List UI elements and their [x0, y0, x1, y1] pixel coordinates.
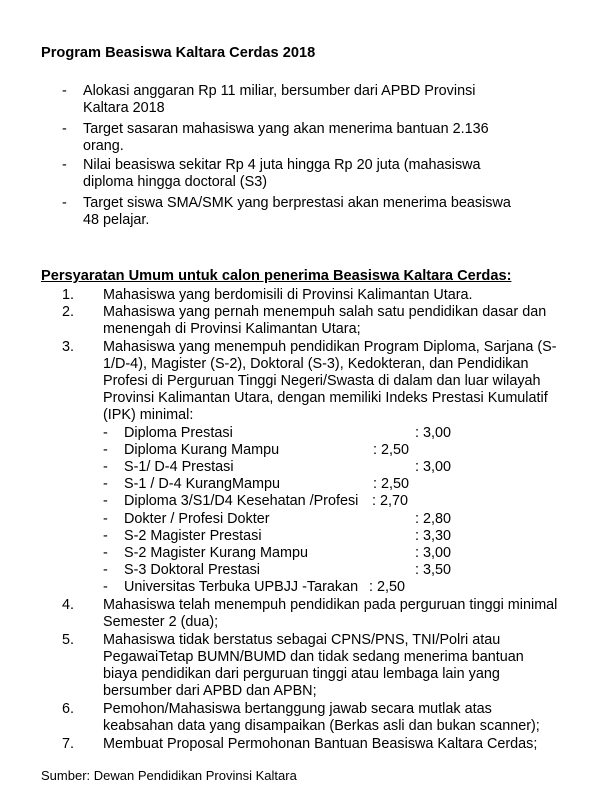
requirements-title: Persyaratan Umum untuk calon penerima Beasiswa Kaltara Cerdas:: [41, 268, 512, 284]
ipk-label: S-1 / D-4 KurangMampu: [124, 476, 280, 492]
program-bullet-line: Alokasi anggaran Rp 11 miliar, bersumber dari APBD Provinsi: [83, 83, 476, 99]
requirement-line: Membuat Proposal Permohonan Bantuan Beasiswa Kaltara Cerdas;: [103, 736, 538, 752]
program-bullet-line: Nilai beasiswa sekitar Rp 4 juta hingga Rp 20 juta (mahasiswa: [83, 157, 481, 173]
ipk-value: : 2,50: [373, 442, 410, 458]
ipk-label: S-1/ D-4 Prestasi: [124, 459, 234, 475]
ipk-dash: -: [103, 511, 108, 527]
program-bullet-line: orang.: [83, 138, 124, 154]
list-number: 6.: [62, 701, 75, 717]
list-number: 5.: [62, 632, 75, 648]
requirement-line: Provinsi Kalimantan Utara, dengan memiliki Indeks Prestasi Kumulatif: [103, 390, 548, 406]
requirement-line: Mahasiswa yang berdomisili di Provinsi Kalimantan Utara.: [103, 287, 473, 303]
ipk-value: : 3,30: [415, 528, 452, 544]
program-bullet-line: Kaltara 2018: [83, 100, 165, 116]
ipk-value: : 3,00: [415, 545, 452, 561]
requirement-line: menengah di Provinsi Kalimantan Utara;: [103, 321, 361, 337]
list-number: 1.: [62, 287, 75, 303]
ipk-dash: -: [103, 442, 108, 458]
ipk-value: : 2,50: [373, 476, 410, 492]
requirement-line: Semester 2 (dua);: [103, 614, 219, 630]
ipk-dash: -: [103, 562, 108, 578]
requirement-line: bersumber dari APBD dan APBN;: [103, 683, 317, 699]
ipk-dash: -: [103, 425, 108, 441]
ipk-label: Dokter / Profesi Dokter: [124, 511, 270, 527]
requirement-line: Profesi di Perguruan Tinggi Negeri/Swasta di dalam dan luar wilayah: [103, 373, 541, 389]
ipk-value: : 2,70: [372, 493, 409, 509]
program-bullet-line: Target siswa SMA/SMK yang berprestasi akan menerima beasiswa: [83, 195, 511, 211]
requirement-line: Mahasiswa yang pernah menempuh salah satu pendidikan dasar dan: [103, 304, 547, 320]
ipk-dash: -: [103, 545, 108, 561]
list-number: 3.: [62, 339, 75, 355]
bullet-dash: -: [62, 83, 67, 99]
program-bullet-line: Target sasaran mahasiswa yang akan menerima bantuan 2.136: [83, 121, 489, 137]
ipk-dash: -: [103, 528, 108, 544]
ipk-dash: -: [103, 459, 108, 475]
ipk-label: Diploma Prestasi: [124, 425, 233, 441]
ipk-dash: -: [103, 476, 108, 492]
ipk-value: : 2,80: [415, 511, 452, 527]
program-title: Program Beasiswa Kaltara Cerdas 2018: [41, 45, 316, 61]
ipk-label: S-2 Magister Prestasi: [124, 528, 262, 544]
requirement-line: keabsahan data yang disampaikan (Berkas asli dan bukan scanner);: [103, 718, 540, 734]
list-number: 7.: [62, 736, 75, 752]
requirement-line: Mahasiswa telah menempuh pendidikan pada perguruan tinggi minimal: [103, 597, 558, 613]
program-bullet-line: 48 pelajar.: [83, 212, 150, 228]
ipk-label: Diploma Kurang Mampu: [124, 442, 280, 458]
bullet-dash: -: [62, 121, 67, 137]
requirement-line: (IPK) minimal:: [103, 407, 194, 423]
ipk-value: : 3,00: [415, 459, 452, 475]
ipk-label: S-3 Doktoral Prestasi: [124, 562, 260, 578]
list-number: 4.: [62, 597, 75, 613]
ipk-label: Universitas Terbuka UPBJJ -Tarakan: [124, 579, 359, 595]
ipk-label: Diploma 3/S1/D4 Kesehatan /Profesi: [124, 493, 359, 509]
requirement-line: Pemohon/Mahasiswa bertanggung jawab secara mutlak atas: [103, 701, 492, 717]
requirement-line: biaya pendidikan dari perguruan tinggi atau lembaga lain yang: [103, 666, 500, 682]
ipk-dash: -: [103, 579, 108, 595]
program-bullet-line: diploma hingga doctoral (S3): [83, 174, 267, 190]
ipk-value: : 2,50: [369, 579, 406, 595]
bullet-dash: -: [62, 195, 67, 211]
requirement-line: 1/D-4), Magister (S-2), Doktoral (S-3), Kedokteran, dan Pendidikan: [103, 356, 529, 372]
ipk-dash: -: [103, 493, 108, 509]
requirement-line: Mahasiswa tidak berstatus sebagai CPNS/PNS, TNI/Polri atau: [103, 632, 501, 648]
ipk-value: : 3,00: [415, 425, 452, 441]
requirement-line: PegawaiTetap BUMN/BUMD dan tidak sedang menerima bantuan: [103, 649, 524, 665]
ipk-label: S-2 Magister Kurang Mampu: [124, 545, 308, 561]
bullet-dash: -: [62, 157, 67, 173]
ipk-value: : 3,50: [415, 562, 452, 578]
list-number: 2.: [62, 304, 75, 320]
source-note: Sumber: Dewan Pendidikan Provinsi Kaltara: [41, 768, 297, 783]
requirement-line: Mahasiswa yang menempuh pendidikan Program Diploma, Sarjana (S-: [103, 339, 557, 355]
